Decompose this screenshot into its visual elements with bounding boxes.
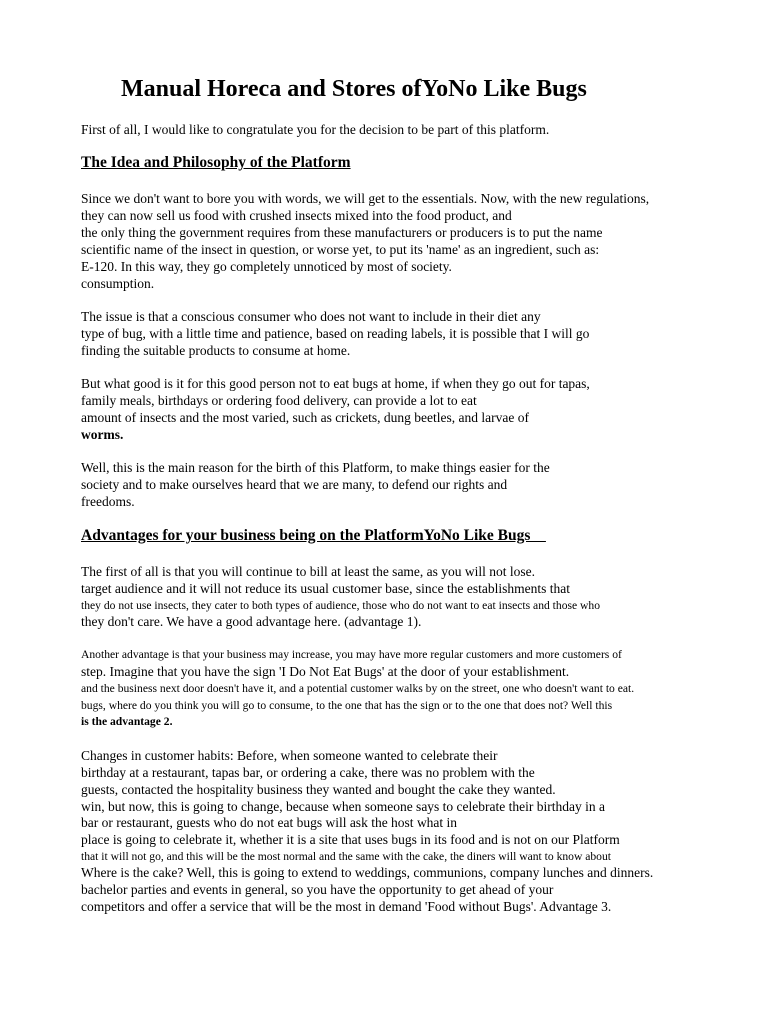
paragraph-line: consumption. [81,276,155,291]
paragraph-line: that it will not go, and this will be the most normal and the same with the cake, the diners will want to know about [81,850,611,863]
paragraph-line: guests, contacted the hospitality business they wanted and bought the cake they wanted. [81,782,556,797]
paragraph-line: scientific name of the insect in question, or worse yet, to put its 'name' as an ingredient, such as: [81,242,600,257]
paragraph-line: bar or restaurant, guests who do not eat bugs will ask the host what in [81,815,458,830]
paragraph-line: E-120. In this way, they go completely unnoticed by most of society. [81,259,452,274]
paragraph-line: win, but now, this is going to change, because when someone says to celebrate their birthday in a [81,799,605,814]
paragraph-line: The issue is that a conscious consumer who does not want to include in their diet any [81,309,541,324]
paragraph-line: competitors and offer a service that will be the most in demand 'Food without Bugs'. Advantage 3. [81,899,612,914]
paragraph-line: type of bug, with a little time and patience, based on reading labels, it is possible that I will go [81,326,590,341]
paragraph-line: Where is the cake? Well, this is going to extend to weddings, communions, company lunches and dinners. [81,865,654,880]
paragraph-line: amount of insects and the most varied, such as crickets, dung beetles, and larvae of [81,410,529,425]
paragraph-line: family meals, birthdays or ordering food delivery, can provide a lot to eat [81,393,477,408]
paragraph-line: Another advantage is that your business may increase, you may have more regular customers and more customers of [81,648,622,661]
paragraph-line: bugs, where do you think you will go to consume, to the one that has the sign or to the one that does not? Well this [81,699,613,712]
paragraph-line: finding the suitable products to consume at home. [81,343,351,358]
section-heading-idea: The Idea and Philosophy of the Platform [81,154,351,171]
document-title: Manual Horeca and Stores ofYoNo Like Bugs [121,76,587,102]
paragraph-line: society and to make ourselves heard that we are many, to defend our rights and [81,477,508,492]
paragraph-line: is the advantage 2. [81,715,173,728]
paragraph-line: birthday at a restaurant, tapas bar, or ordering a cake, there was no problem with the [81,765,535,780]
paragraph-line: they can now sell us food with crushed insects mixed into the food product, and [81,208,512,223]
paragraph-line: bachelor parties and events in general, so you have the opportunity to get ahead of your [81,882,554,897]
paragraph-line: Well, this is the main reason for the birth of this Platform, to make things easier for the [81,460,550,475]
paragraph-line: The first of all is that you will continue to bill at least the same, as you will not lose. [81,564,536,579]
paragraph-line: But what good is it for this good person not to eat bugs at home, if when they go out for tapas, [81,376,590,391]
paragraph-line: target audience and it will not reduce its usual customer base, since the establishments that [81,581,570,596]
paragraph-line: they do not use insects, they cater to both types of audience, those who do not want to eat insects and those who [81,599,601,612]
paragraph-line: place is going to celebrate it, whether it is a site that uses bugs in its food and is not on our Platform [81,832,620,847]
intro-text: First of all, I would like to congratulate you for the decision to be part of this platform. [81,122,550,137]
section-heading-advantages: Advantages for your business being on the PlatformYoNo Like Bugs [81,527,546,544]
paragraph-line: they don't care. We have a good advantage here. (advantage 1). [81,614,422,629]
paragraph-line: worms. [81,427,124,442]
paragraph-line: freedoms. [81,494,135,509]
paragraph-line: Changes in customer habits: Before, when someone wanted to celebrate their [81,748,498,763]
paragraph-line: the only thing the government requires from these manufacturers or producers is to put the name [81,225,603,240]
paragraph-line: Since we don't want to bore you with words, we will get to the essentials. Now, with the new regulations, [81,191,650,206]
paragraph-line: and the business next door doesn't have it, and a potential customer walks by on the street, one who doesn't want to eat. [81,682,635,695]
paragraph-line: step. Imagine that you have the sign 'I Do Not Eat Bugs' at the door of your establishment. [81,664,570,679]
